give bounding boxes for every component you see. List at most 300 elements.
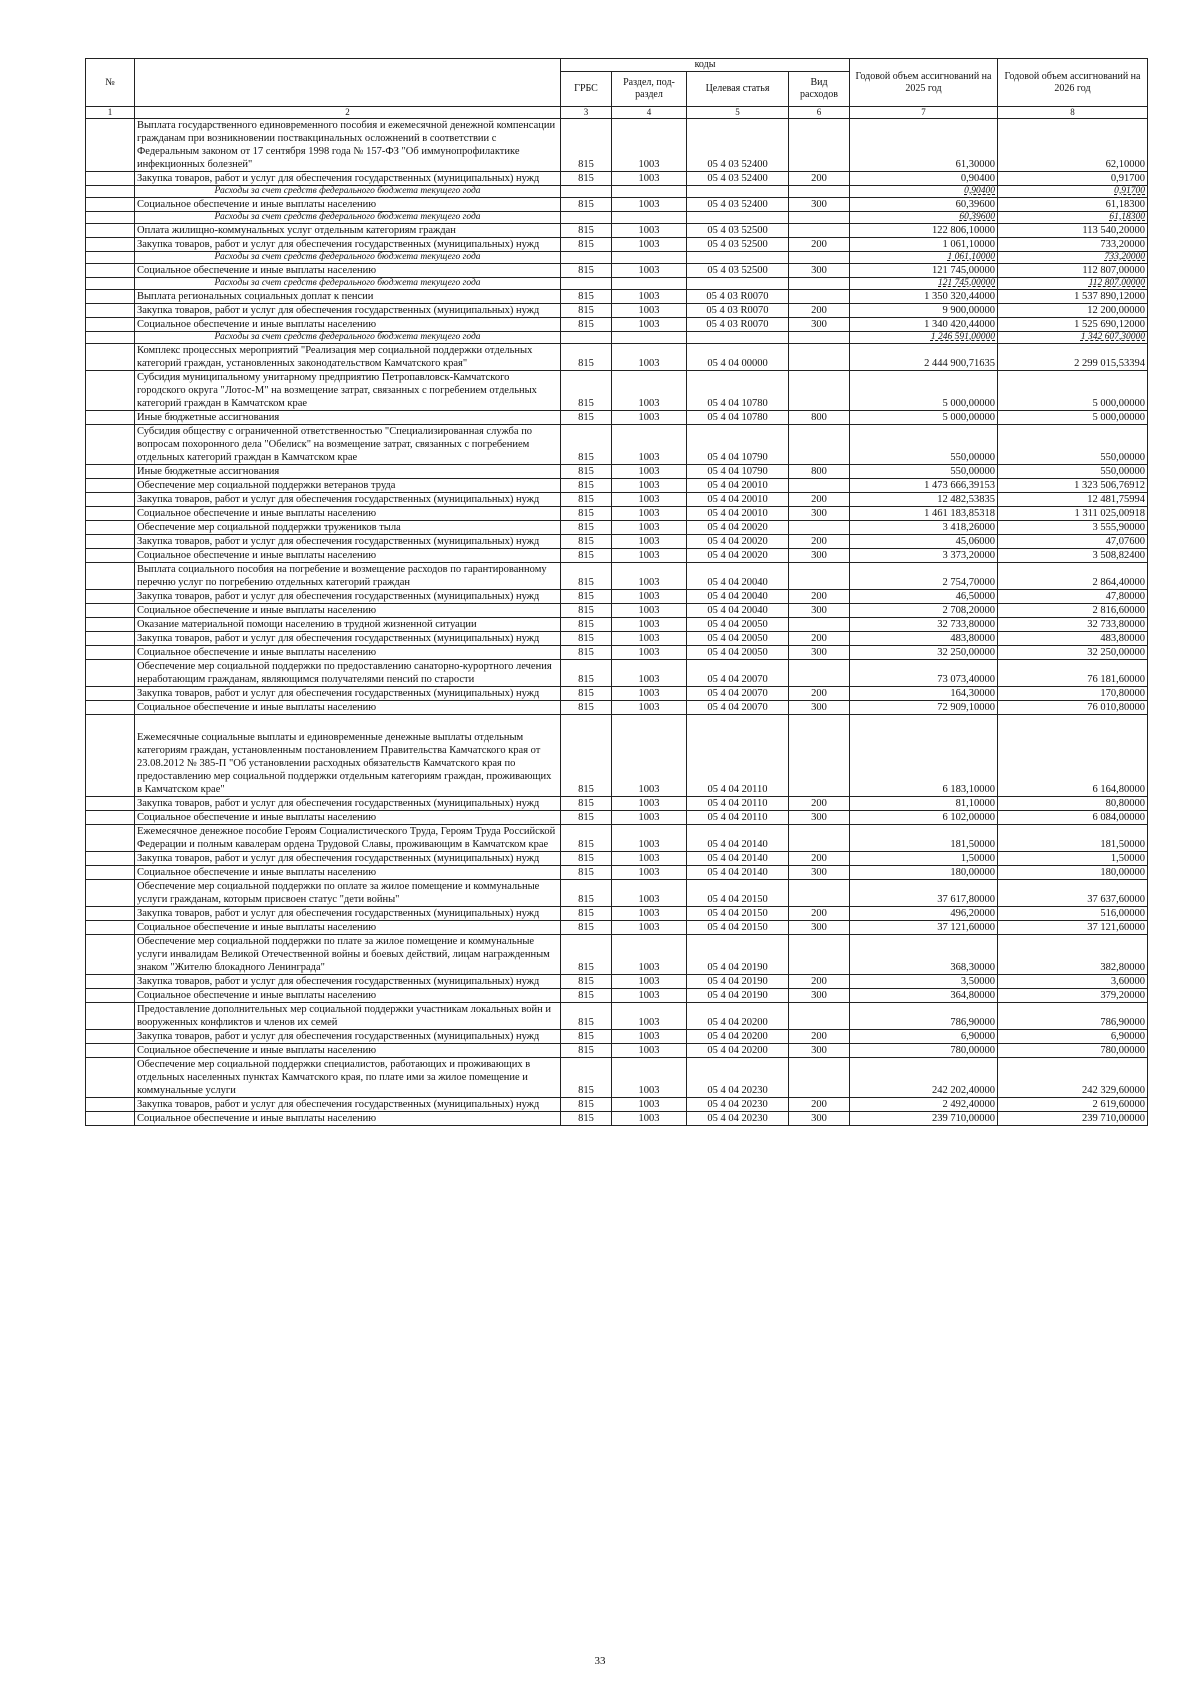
row-2026-cell: 6 164,80000 xyxy=(998,715,1148,797)
row-2025-cell: 1 061,10000 xyxy=(850,238,998,252)
row-name-cell: Социальное обеспечение и иные выплаты населению xyxy=(135,811,561,825)
row-2025-cell: 9 900,00000 xyxy=(850,304,998,318)
row-exp-type-cell: 200 xyxy=(789,687,850,701)
row-name-cell: Расходы за счет средств федерального бюджета текущего года xyxy=(135,252,561,264)
row-2026-cell: 3 555,90000 xyxy=(998,521,1148,535)
row-grbs-cell: 815 xyxy=(561,521,612,535)
row-grbs-cell: 815 xyxy=(561,290,612,304)
row-2026-cell: 1 323 506,76912 xyxy=(998,479,1148,493)
row-grbs-cell: 815 xyxy=(561,632,612,646)
row-name-cell: Закупка товаров, работ и услуг для обеспечения государственных (муниципальных) нужд xyxy=(135,687,561,701)
row-grbs-cell: 815 xyxy=(561,660,612,687)
row-2025-cell: 1 246 591,00000 xyxy=(850,332,998,344)
row-2026-cell: 6 084,00000 xyxy=(998,811,1148,825)
row-grbs-cell: 815 xyxy=(561,921,612,935)
row-exp-type-cell: 300 xyxy=(789,1112,850,1126)
row-2025-cell: 496,20000 xyxy=(850,907,998,921)
row-name-cell: Обеспечение мер социальной поддержки специалистов, работающих и проживающих в отдельных населенных пунктах Камчатского края, по плате ими за жилое помещение и коммунальные услуги xyxy=(135,1058,561,1098)
table-row xyxy=(86,238,1148,252)
row-section-cell: 1003 xyxy=(612,304,687,318)
row-number-cell xyxy=(86,507,135,521)
row-number-cell xyxy=(86,238,135,252)
table-row xyxy=(86,1112,1148,1126)
row-2025-cell: 550,00000 xyxy=(850,425,998,465)
row-grbs-cell: 815 xyxy=(561,866,612,880)
row-grbs-cell: 815 xyxy=(561,563,612,590)
table-row xyxy=(86,590,1148,604)
row-target-cell: 05 4 04 20040 xyxy=(687,604,789,618)
row-target-cell: 05 4 04 20020 xyxy=(687,549,789,563)
row-name-cell: Обеспечение мер социальной поддержки тружеников тыла xyxy=(135,521,561,535)
row-target-cell: 05 4 03 52500 xyxy=(687,224,789,238)
row-exp-type-cell xyxy=(789,825,850,852)
row-target-cell: 05 4 04 20140 xyxy=(687,866,789,880)
row-2025-cell: 242 202,40000 xyxy=(850,1058,998,1098)
table-row xyxy=(86,535,1148,549)
row-name-cell: Социальное обеспечение и иные выплаты населению xyxy=(135,866,561,880)
row-2025-cell: 483,80000 xyxy=(850,632,998,646)
row-grbs-cell: 815 xyxy=(561,119,612,172)
row-2025-cell: 180,00000 xyxy=(850,866,998,880)
table-row xyxy=(86,1058,1148,1098)
row-name-cell: Закупка товаров, работ и услуг для обеспечения государственных (муниципальных) нужд xyxy=(135,907,561,921)
row-grbs-cell: 815 xyxy=(561,811,612,825)
row-section-cell: 1003 xyxy=(612,371,687,411)
row-2025-cell: 780,00000 xyxy=(850,1044,998,1058)
row-exp-type-cell xyxy=(789,479,850,493)
row-2026-cell: 32 733,80000 xyxy=(998,618,1148,632)
row-2025-cell: 72 909,10000 xyxy=(850,701,998,715)
row-2026-cell: 1 342 607,30000 xyxy=(998,332,1148,344)
row-name-cell: Социальное обеспечение и иные выплаты населению xyxy=(135,1044,561,1058)
table-row xyxy=(86,811,1148,825)
row-exp-type-cell xyxy=(789,880,850,907)
row-section-cell: 1003 xyxy=(612,238,687,252)
row-number-cell xyxy=(86,1003,135,1030)
row-exp-type-cell xyxy=(789,371,850,411)
row-target-cell: 05 4 04 20150 xyxy=(687,907,789,921)
row-section-cell: 1003 xyxy=(612,563,687,590)
row-name-cell: Субсидия муниципальному унитарному предприятию Петропавловск-Камчатского городского округа "Лотос-М" на возмещение затрат, связанных с погребением отдельных категорий граждан в Камчатском крае xyxy=(135,371,561,411)
row-2026-cell: 1,50000 xyxy=(998,852,1148,866)
row-2025-cell: 73 073,40000 xyxy=(850,660,998,687)
row-number-cell xyxy=(86,332,135,344)
federal-budget-row xyxy=(86,252,1148,264)
row-number-cell xyxy=(86,318,135,332)
row-number-cell xyxy=(86,493,135,507)
row-exp-type-cell: 300 xyxy=(789,866,850,880)
row-exp-type-cell: 200 xyxy=(789,852,850,866)
row-target-cell: 05 4 04 20230 xyxy=(687,1058,789,1098)
row-2026-cell: 61,18300 xyxy=(998,212,1148,224)
row-section-cell: 1003 xyxy=(612,797,687,811)
column-number: 5 xyxy=(687,107,789,119)
row-exp-type-cell: 200 xyxy=(789,172,850,186)
table-row xyxy=(86,866,1148,880)
row-number-cell xyxy=(86,989,135,1003)
row-name-cell: Закупка товаров, работ и услуг для обеспечения государственных (муниципальных) нужд xyxy=(135,1030,561,1044)
row-number-cell xyxy=(86,425,135,465)
row-section-cell: 1003 xyxy=(612,549,687,563)
row-exp-type-cell xyxy=(789,935,850,975)
row-2026-cell: 550,00000 xyxy=(998,465,1148,479)
row-grbs-cell: 815 xyxy=(561,304,612,318)
table-row xyxy=(86,618,1148,632)
row-exp-type-cell: 800 xyxy=(789,411,850,425)
row-name-cell: Выплата социального пособия на погребение и возмещение расходов по гарантированному перечню услуг по погребению отдельных категорий граждан xyxy=(135,563,561,590)
row-grbs-cell: 815 xyxy=(561,1044,612,1058)
row-name-cell: Социальное обеспечение и иные выплаты населению xyxy=(135,198,561,212)
row-name-cell: Оказание материальной помощи населению в трудной жизненной ситуации xyxy=(135,618,561,632)
column-number: 2 xyxy=(135,107,561,119)
row-name-cell: Социальное обеспечение и иные выплаты населению xyxy=(135,604,561,618)
row-2025-cell: 6,90000 xyxy=(850,1030,998,1044)
row-2026-cell: 47,80000 xyxy=(998,590,1148,604)
row-section-cell xyxy=(612,212,687,224)
row-2025-cell: 32 733,80000 xyxy=(850,618,998,632)
row-section-cell: 1003 xyxy=(612,975,687,989)
header-target: Целевая статья xyxy=(687,72,789,107)
row-exp-type-cell: 300 xyxy=(789,604,850,618)
row-number-cell xyxy=(86,535,135,549)
table-row xyxy=(86,507,1148,521)
row-2025-cell: 37 617,80000 xyxy=(850,880,998,907)
row-target-cell: 05 4 03 52400 xyxy=(687,172,789,186)
table-row xyxy=(86,880,1148,907)
row-name-cell: Оплата жилищно-коммунальных услуг отдельным категориям граждан xyxy=(135,224,561,238)
row-grbs-cell: 815 xyxy=(561,935,612,975)
row-grbs-cell: 815 xyxy=(561,318,612,332)
table-row xyxy=(86,119,1148,172)
row-2026-cell: 3 508,82400 xyxy=(998,549,1148,563)
row-name-cell: Расходы за счет средств федерального бюджета текущего года xyxy=(135,278,561,290)
row-number-cell xyxy=(86,660,135,687)
row-2025-cell: 46,50000 xyxy=(850,590,998,604)
row-target-cell: 05 4 04 20010 xyxy=(687,493,789,507)
row-2025-cell: 1,50000 xyxy=(850,852,998,866)
row-2026-cell: 1 537 890,12000 xyxy=(998,290,1148,304)
row-exp-type-cell: 200 xyxy=(789,493,850,507)
row-section-cell: 1003 xyxy=(612,521,687,535)
row-2026-cell: 733,20000 xyxy=(998,252,1148,264)
column-number: 3 xyxy=(561,107,612,119)
row-2025-cell: 0,90400 xyxy=(850,186,998,198)
row-2026-cell: 379,20000 xyxy=(998,989,1148,1003)
row-2025-cell: 1 350 320,44000 xyxy=(850,290,998,304)
row-target-cell: 05 4 04 20050 xyxy=(687,618,789,632)
row-2025-cell: 122 806,10000 xyxy=(850,224,998,238)
row-target-cell xyxy=(687,212,789,224)
row-exp-type-cell: 300 xyxy=(789,507,850,521)
row-2025-cell: 45,06000 xyxy=(850,535,998,549)
row-exp-type-cell xyxy=(789,618,850,632)
table-row xyxy=(86,604,1148,618)
row-number-cell xyxy=(86,411,135,425)
row-name-cell: Обеспечение мер социальной поддержки по предоставлению санаторно-курортного лечения неработающим гражданам, являющимся получателями пенсий по старости xyxy=(135,660,561,687)
row-number-cell xyxy=(86,797,135,811)
row-name-cell: Социальное обеспечение и иные выплаты населению xyxy=(135,989,561,1003)
row-2025-cell: 181,50000 xyxy=(850,825,998,852)
table-row xyxy=(86,549,1148,563)
row-grbs-cell xyxy=(561,252,612,264)
row-target-cell: 05 4 04 20200 xyxy=(687,1030,789,1044)
row-number-cell xyxy=(86,224,135,238)
row-2026-cell: 113 540,20000 xyxy=(998,224,1148,238)
column-number: 4 xyxy=(612,107,687,119)
row-section-cell: 1003 xyxy=(612,1098,687,1112)
row-2026-cell: 780,00000 xyxy=(998,1044,1148,1058)
row-grbs-cell: 815 xyxy=(561,989,612,1003)
row-exp-type-cell xyxy=(789,563,850,590)
row-name-cell: Закупка товаров, работ и услуг для обеспечения государственных (муниципальных) нужд xyxy=(135,238,561,252)
row-section-cell: 1003 xyxy=(612,1030,687,1044)
row-name-cell: Обеспечение мер социальной поддержки по оплате за жилое помещение и коммунальные услуги гражданам, которым присвоен статус "дети войны" xyxy=(135,880,561,907)
row-name-cell: Закупка товаров, работ и услуг для обеспечения государственных (муниципальных) нужд xyxy=(135,852,561,866)
row-target-cell: 05 4 04 20230 xyxy=(687,1112,789,1126)
row-section-cell: 1003 xyxy=(612,825,687,852)
row-2026-cell: 0,91700 xyxy=(998,172,1148,186)
row-grbs-cell: 815 xyxy=(561,590,612,604)
row-section-cell: 1003 xyxy=(612,715,687,797)
row-name-cell: Расходы за счет средств федерального бюджета текущего года xyxy=(135,186,561,198)
row-number-cell xyxy=(86,715,135,797)
row-grbs-cell xyxy=(561,332,612,344)
row-section-cell: 1003 xyxy=(612,646,687,660)
row-name-cell: Обеспечение мер социальной поддержки ветеранов труда xyxy=(135,479,561,493)
header-row-1 xyxy=(86,59,1148,72)
header-2026: Годовой объем ассигнований на 2026 год xyxy=(998,59,1148,107)
row-number-cell xyxy=(86,811,135,825)
row-number-cell xyxy=(86,687,135,701)
row-2025-cell: 61,30000 xyxy=(850,119,998,172)
row-section-cell: 1003 xyxy=(612,479,687,493)
row-name-cell: Социальное обеспечение и иные выплаты населению xyxy=(135,701,561,715)
row-exp-type-cell xyxy=(789,224,850,238)
table-row xyxy=(86,521,1148,535)
row-target-cell: 05 4 04 20110 xyxy=(687,797,789,811)
row-name-cell: Предоставление дополнительных мер социальной поддержки участникам локальных войн и вооруженных конфликтов и членов их семей xyxy=(135,1003,561,1030)
row-2026-cell: 37 121,60000 xyxy=(998,921,1148,935)
column-number: 1 xyxy=(86,107,135,119)
row-grbs-cell: 815 xyxy=(561,371,612,411)
row-section-cell: 1003 xyxy=(612,318,687,332)
row-section-cell xyxy=(612,186,687,198)
row-grbs-cell: 815 xyxy=(561,715,612,797)
row-grbs-cell: 815 xyxy=(561,797,612,811)
row-number-cell xyxy=(86,866,135,880)
federal-budget-row xyxy=(86,212,1148,224)
row-2026-cell: 786,90000 xyxy=(998,1003,1148,1030)
row-target-cell: 05 4 04 20200 xyxy=(687,1003,789,1030)
table-row xyxy=(86,172,1148,186)
row-name-cell: Ежемесячное денежное пособие Героям Социалистического Труда, Героям Труда Российской Федерации и полным кавалерам ордена Трудовой Славы, проживающим в Камчатском крае xyxy=(135,825,561,852)
row-target-cell: 05 4 04 20110 xyxy=(687,811,789,825)
row-grbs-cell: 815 xyxy=(561,535,612,549)
row-grbs-cell: 815 xyxy=(561,701,612,715)
column-number: 6 xyxy=(789,107,850,119)
row-exp-type-cell: 200 xyxy=(789,304,850,318)
row-exp-type-cell: 200 xyxy=(789,238,850,252)
row-name-cell: Социальное обеспечение и иные выплаты населению xyxy=(135,549,561,563)
row-name-cell: Социальное обеспечение и иные выплаты населению xyxy=(135,646,561,660)
row-section-cell: 1003 xyxy=(612,880,687,907)
federal-budget-row xyxy=(86,278,1148,290)
row-grbs-cell: 815 xyxy=(561,618,612,632)
table-row xyxy=(86,907,1148,921)
row-target-cell xyxy=(687,332,789,344)
row-section-cell: 1003 xyxy=(612,811,687,825)
row-2025-cell: 0,90400 xyxy=(850,172,998,186)
table-row xyxy=(86,646,1148,660)
row-section-cell: 1003 xyxy=(612,590,687,604)
row-target-cell: 05 4 04 20190 xyxy=(687,975,789,989)
row-2025-cell: 121 745,00000 xyxy=(850,278,998,290)
row-target-cell: 05 4 04 20140 xyxy=(687,852,789,866)
row-exp-type-cell: 200 xyxy=(789,535,850,549)
row-2025-cell: 2 708,20000 xyxy=(850,604,998,618)
row-2025-cell: 12 482,53835 xyxy=(850,493,998,507)
row-target-cell: 05 4 04 20070 xyxy=(687,660,789,687)
header-grbs: ГРБС xyxy=(561,72,612,107)
table-row xyxy=(86,304,1148,318)
row-name-cell: Обеспечение мер социальной поддержки по плате за жилое помещение и коммунальные услуги инвалидам Великой Отечественной войны и боевых действий, лицам награжденным знаком "Жителю блокадного Ленинграда" xyxy=(135,935,561,975)
row-number-cell xyxy=(86,618,135,632)
row-exp-type-cell xyxy=(789,332,850,344)
row-grbs-cell: 815 xyxy=(561,465,612,479)
row-grbs-cell: 815 xyxy=(561,238,612,252)
table-row xyxy=(86,318,1148,332)
row-section-cell: 1003 xyxy=(612,119,687,172)
row-section-cell: 1003 xyxy=(612,604,687,618)
row-section-cell: 1003 xyxy=(612,660,687,687)
row-section-cell xyxy=(612,252,687,264)
row-number-cell xyxy=(86,1058,135,1098)
row-target-cell: 05 4 04 10790 xyxy=(687,465,789,479)
row-name-cell: Социальное обеспечение и иные выплаты населению xyxy=(135,921,561,935)
row-name-cell: Закупка товаров, работ и услуг для обеспечения государственных (муниципальных) нужд xyxy=(135,535,561,549)
row-exp-type-cell xyxy=(789,715,850,797)
table-row xyxy=(86,290,1148,304)
row-exp-type-cell: 300 xyxy=(789,318,850,332)
row-exp-type-cell: 800 xyxy=(789,465,850,479)
row-2026-cell: 382,80000 xyxy=(998,935,1148,975)
row-2026-cell: 61,18300 xyxy=(998,198,1148,212)
row-name-cell: Закупка товаров, работ и услуг для обеспечения государственных (муниципальных) нужд xyxy=(135,1098,561,1112)
row-number-cell xyxy=(86,344,135,371)
row-section-cell: 1003 xyxy=(612,493,687,507)
row-section-cell: 1003 xyxy=(612,632,687,646)
row-2025-cell: 368,30000 xyxy=(850,935,998,975)
table-row xyxy=(86,1098,1148,1112)
row-target-cell: 05 4 04 20150 xyxy=(687,921,789,935)
row-grbs-cell: 815 xyxy=(561,1030,612,1044)
row-name-cell: Закупка товаров, работ и услуг для обеспечения государственных (муниципальных) нужд xyxy=(135,975,561,989)
row-target-cell: 05 4 04 20070 xyxy=(687,701,789,715)
row-exp-type-cell xyxy=(789,186,850,198)
row-name-cell: Закупка товаров, работ и услуг для обеспечения государственных (муниципальных) нужд xyxy=(135,304,561,318)
table-row xyxy=(86,701,1148,715)
row-exp-type-cell: 300 xyxy=(789,264,850,278)
row-2026-cell: 170,80000 xyxy=(998,687,1148,701)
row-target-cell: 05 4 03 52400 xyxy=(687,198,789,212)
row-number-cell xyxy=(86,646,135,660)
table-body xyxy=(86,107,1148,1126)
row-grbs-cell: 815 xyxy=(561,507,612,521)
row-2026-cell: 242 329,60000 xyxy=(998,1058,1148,1098)
row-grbs-cell: 815 xyxy=(561,687,612,701)
row-section-cell: 1003 xyxy=(612,907,687,921)
row-section-cell: 1003 xyxy=(612,1112,687,1126)
row-exp-type-cell xyxy=(789,1003,850,1030)
row-2025-cell: 239 710,00000 xyxy=(850,1112,998,1126)
row-target-cell: 05 4 03 R0070 xyxy=(687,290,789,304)
row-number-cell xyxy=(86,880,135,907)
row-number-cell xyxy=(86,465,135,479)
row-number-cell xyxy=(86,1098,135,1112)
table-row xyxy=(86,493,1148,507)
table-row xyxy=(86,1003,1148,1030)
row-grbs-cell: 815 xyxy=(561,493,612,507)
row-target-cell: 05 4 04 10780 xyxy=(687,411,789,425)
row-grbs-cell xyxy=(561,278,612,290)
row-name-cell: Закупка товаров, работ и услуг для обеспечения государственных (муниципальных) нужд xyxy=(135,797,561,811)
table-row xyxy=(86,411,1148,425)
row-2025-cell: 6 183,10000 xyxy=(850,715,998,797)
row-2026-cell: 2 864,40000 xyxy=(998,563,1148,590)
table-row xyxy=(86,989,1148,1003)
row-grbs-cell: 815 xyxy=(561,907,612,921)
table-row xyxy=(86,1044,1148,1058)
row-2026-cell: 181,50000 xyxy=(998,825,1148,852)
row-exp-type-cell: 300 xyxy=(789,811,850,825)
table-row xyxy=(86,465,1148,479)
row-2026-cell: 550,00000 xyxy=(998,425,1148,465)
row-target-cell: 05 4 04 20190 xyxy=(687,989,789,1003)
row-number-cell xyxy=(86,604,135,618)
row-2026-cell: 76 010,80000 xyxy=(998,701,1148,715)
row-target-cell: 05 4 03 R0070 xyxy=(687,304,789,318)
row-grbs-cell: 815 xyxy=(561,1003,612,1030)
row-2026-cell: 112 807,00000 xyxy=(998,264,1148,278)
row-grbs-cell: 815 xyxy=(561,425,612,465)
row-number-cell xyxy=(86,119,135,172)
row-grbs-cell: 815 xyxy=(561,852,612,866)
row-2025-cell: 32 250,00000 xyxy=(850,646,998,660)
row-name-cell: Выплата государственного единовременного пособия и ежемесячной денежной компенсации гражданам при возникновении поствакцинальных осложнений в соответствии с Федеральным законом от 17 сентября 1998 года № 157-ФЗ "Об иммунопрофилактике инфекционных болезней" xyxy=(135,119,561,172)
row-number-cell xyxy=(86,632,135,646)
row-section-cell: 1003 xyxy=(612,344,687,371)
row-exp-type-cell xyxy=(789,252,850,264)
row-exp-type-cell: 200 xyxy=(789,632,850,646)
row-target-cell: 05 4 03 52500 xyxy=(687,238,789,252)
row-target-cell: 05 4 03 52500 xyxy=(687,264,789,278)
table-row xyxy=(86,935,1148,975)
header-num: № xyxy=(86,59,135,107)
row-2026-cell: 76 181,60000 xyxy=(998,660,1148,687)
row-target-cell: 05 4 04 20040 xyxy=(687,590,789,604)
table-row xyxy=(86,715,1148,797)
row-exp-type-cell: 300 xyxy=(789,1044,850,1058)
row-exp-type-cell: 300 xyxy=(789,646,850,660)
row-2026-cell: 12 200,00000 xyxy=(998,304,1148,318)
row-grbs-cell: 815 xyxy=(561,1098,612,1112)
row-target-cell xyxy=(687,186,789,198)
row-section-cell: 1003 xyxy=(612,989,687,1003)
row-section-cell: 1003 xyxy=(612,921,687,935)
row-exp-type-cell xyxy=(789,278,850,290)
row-section-cell xyxy=(612,332,687,344)
row-exp-type-cell: 200 xyxy=(789,590,850,604)
